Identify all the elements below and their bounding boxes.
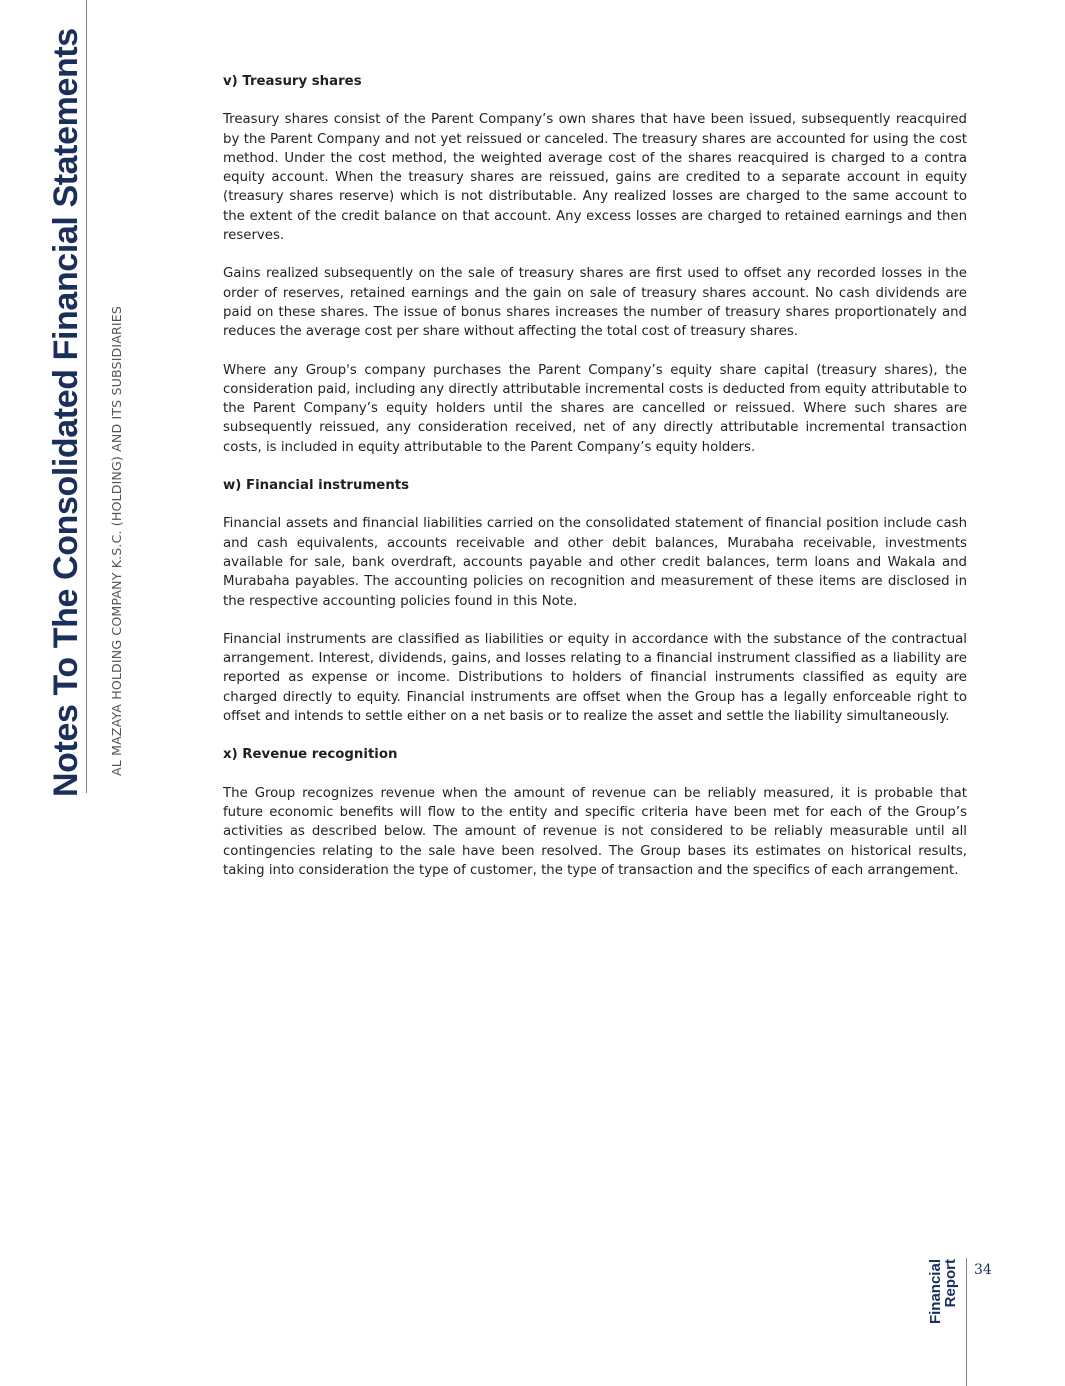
- section-financial-instruments: [223, 476, 967, 726]
- paragraph: The Group recognizes revenue when the amount of revenue can be reliably measured, it is probable that future economic benefits will flow to the entity and specific criteria have been met for each of the Group’s activities as described below. The amount of revenue is not considered to be reliably measurable until all contingencies relating to the sale have been resolved. The Group bases its estimates on historical results, taking into consideration the type of customer, the type of transaction and the specifics of each arrangement.: [223, 785, 967, 878]
- company-name: AL MAZAYA HOLDING COMPANY K.S.C. (HOLDING) AND ITS SUBSIDIARIES: [109, 305, 124, 776]
- section-heading: x) Revenue recognition: [223, 747, 398, 763]
- section-revenue-recognition: [223, 745, 967, 880]
- section-heading: w) Financial instruments: [223, 478, 410, 494]
- paragraph: Treasury shares consist of the Parent Company’s own shares that have been issued, subsequently reacquired by the Parent Company and not yet reissued or canceled. The treasury shares are accounted for using the cost method. Under the cost method, the weighted average cost of the shares reacquired is charged to a contra equity account. When the treasury shares are reissued, gains are credited to a separate account in equity (treasury shares reserve) which is not distributable. Any realized losses are charged to the same account to the extent of the credit balance on that account. Any excess losses are charged to retained earnings and then reserves.: [223, 112, 967, 244]
- section-treasury-shares: [223, 72, 967, 457]
- paragraph: Gains realized subsequently on the sale of treasury shares are first used to offset any recorded losses in the order of reserves, retained earnings and the gain on sale of treasury shares account. No cash dividends are paid on these shares. The issue of bonus shares increases the number of treasury shares proportionately and reduces the average cost per share without affecting the total cost of treasury shares.: [223, 266, 967, 340]
- sidebar-divider: [86, 0, 87, 793]
- report-label-line1: Financial: [927, 1259, 944, 1325]
- report-label-line2: Report: [942, 1259, 959, 1308]
- page-title: Notes To The Consolidated Financial Statements: [47, 28, 85, 797]
- paragraph: Where any Group's company purchases the Parent Company’s equity share capital (treasury shares), the consideration paid, including any directly attributable incremental costs is deducted from equity attributable to the Parent Company’s equity holders until the shares are cancelled or reissued. Where such shares are subsequently reissued, any consideration received, net of any directly attributable incremental transaction costs, is included in equity attributable to the Parent Company’s equity holders.: [223, 362, 967, 455]
- page-number: 34: [974, 1262, 992, 1278]
- paragraph: Financial instruments are classified as liabilities or equity in accordance with the substance of the contractual arrangement. Interest, dividends, gains, and losses relating to a financial instrument classified as a liability are reported as expense or income. Distributions to holders of financial instruments classified as equity are charged directly to equity. Financial instruments are offset when the Group has a legally enforceable right to offset and intends to settle either on a net basis or to realize the asset and settle the liability simultaneously.: [223, 631, 967, 725]
- report-label: [928, 1259, 958, 1329]
- footer-divider: [966, 1258, 967, 1386]
- paragraph: Financial assets and financial liabilities carried on the consolidated statement of financial position include cash and cash equivalents, accounts receivable and other debit balances, Murabaha receivable, investments available for sale, bank overdraft, accounts payable and other credit balances, term loans and Wakala and Murabaha payables. The accounting policies on recognition and measurement of these items are disclosed in the respective accounting policies found in this Note.: [223, 516, 967, 609]
- notes-content: [223, 72, 967, 899]
- section-heading: v) Treasury shares: [223, 74, 362, 89]
